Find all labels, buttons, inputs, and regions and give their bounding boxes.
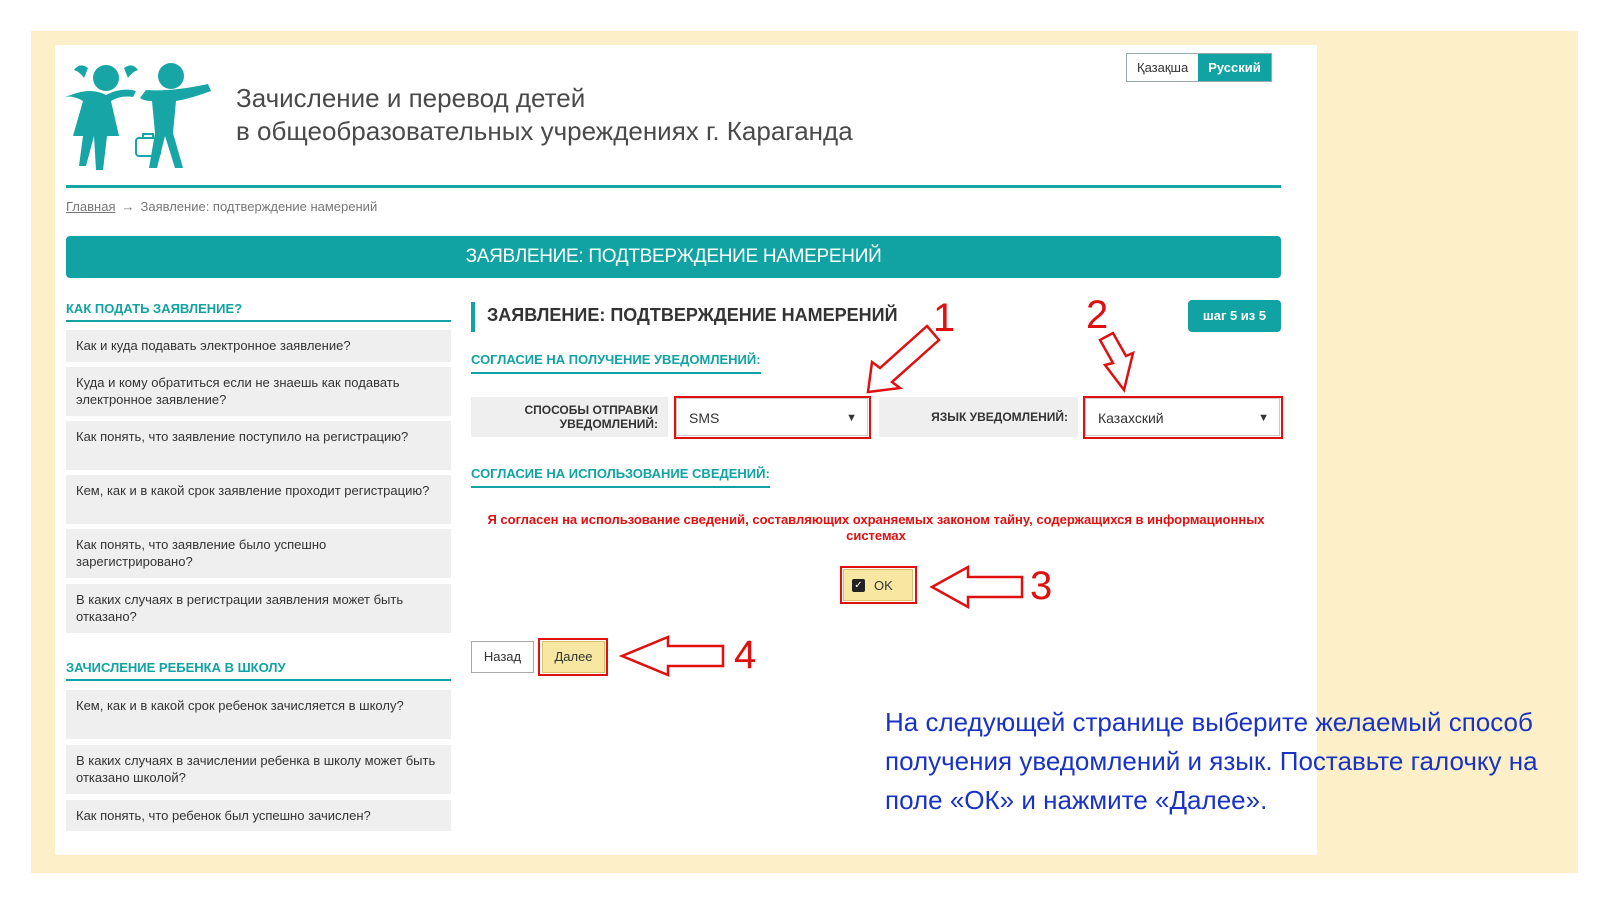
back-button[interactable]: Назад: [471, 641, 534, 673]
breadcrumb-arrow-icon: →: [121, 199, 135, 214]
checkbox-checked-icon[interactable]: ✓: [852, 579, 865, 592]
notify-lang-label: ЯЗЫК УВЕДОМЛЕНИЙ:: [879, 397, 1078, 437]
site-title: [236, 82, 853, 148]
send-method-label: [471, 397, 668, 437]
children-logo-icon: [66, 60, 216, 170]
consent-text: Я согласен на использование сведений, составляющих охраняемых законом тайну, содержащихся в информационных системах: [487, 512, 1265, 543]
site-title-line2: в общеобразовательных учреждениях г. Караганда: [236, 116, 853, 146]
dropdown-caret-icon: ▼: [846, 412, 857, 424]
lang-russian-button[interactable]: Русский: [1198, 54, 1271, 81]
highlight-send-method: [674, 396, 871, 439]
breadcrumb: [66, 199, 377, 214]
highlight-notify-lang: [1083, 396, 1283, 439]
next-button[interactable]: Далее: [542, 641, 605, 673]
sidebar-item[interactable]: Как понять, что заявление было успешно зарегистрировано?: [66, 529, 451, 578]
sidebar-section-enrollment: ЗАЧИСЛЕНИЕ РЕБЕНКА В ШКОЛУ: [66, 660, 451, 681]
send-method-label-line1: СПОСОБЫ ОТПРАВКИ: [524, 403, 658, 417]
sidebar-item[interactable]: В каких случаях в зачислении ребенка в школу может быть отказано школой?: [66, 745, 451, 794]
annotation-number-4: 4: [734, 633, 757, 677]
sidebar-section-how-to-apply: КАК ПОДАТЬ ЗАЯВЛЕНИЕ?: [66, 301, 451, 322]
send-method-label-line2: УВЕДОМЛЕНИЙ:: [559, 417, 658, 431]
data-consent-section-title: СОГЛАСИЕ НА ИСПОЛЬЗОВАНИЕ СВЕДЕНИЙ:: [471, 466, 770, 488]
sidebar-item[interactable]: Куда и кому обратиться если не знаешь как подавать электронное заявление?: [66, 367, 451, 416]
annotation-number-1: 1: [933, 296, 956, 340]
send-method-value: SMS: [689, 410, 720, 426]
breadcrumb-current: Заявление: подтверждение намерений: [140, 199, 378, 214]
language-switcher: [1126, 53, 1272, 82]
highlight-ok: [840, 566, 917, 604]
annotation-number-2: 2: [1086, 293, 1109, 337]
dropdown-caret-icon: ▼: [1258, 412, 1269, 424]
annotation-number-3: 3: [1030, 564, 1053, 608]
notify-consent-section-title: СОГЛАСИЕ НА ПОЛУЧЕНИЕ УВЕДОМЛЕНИЙ:: [471, 352, 761, 374]
page-banner: ЗАЯВЛЕНИЕ: ПОДТВЕРЖДЕНИЕ НАМЕРЕНИЙ: [66, 236, 1281, 278]
notify-lang-value: Казахский: [1098, 410, 1164, 426]
sidebar-item[interactable]: Кем, как и в какой срок заявление проходит регистрацию?: [66, 475, 451, 524]
sidebar-item[interactable]: Как понять, что заявление поступило на регистрацию?: [66, 421, 451, 470]
sidebar-item[interactable]: Как понять, что ребенок был успешно зачислен?: [66, 800, 451, 831]
step-badge: шаг 5 из 5: [1188, 300, 1281, 332]
sidebar-item[interactable]: Как и куда подавать электронное заявление?: [66, 330, 451, 362]
highlight-next: [538, 638, 608, 676]
sidebar-item[interactable]: В каких случаях в регистрации заявления может быть отказано?: [66, 584, 451, 633]
header-divider: [66, 185, 1281, 188]
site-title-line1: Зачисление и перевод детей: [236, 83, 586, 113]
sidebar-item[interactable]: Кем, как и в какой срок ребенок зачисляется в школу?: [66, 690, 451, 739]
ok-label: OK: [874, 577, 893, 593]
lang-kazakh-button[interactable]: Қазақша: [1127, 54, 1198, 81]
form-title: ЗАЯВЛЕНИЕ: ПОДТВЕРЖДЕНИЕ НАМЕРЕНИЙ: [471, 302, 898, 332]
instruction-text: На следующей странице выберите желаемый способ получения уведомлений и язык. Поставьте галочку на поле «ОК» и нажмите «Далее».: [885, 707, 1538, 815]
breadcrumb-home-link[interactable]: Главная: [66, 199, 116, 214]
